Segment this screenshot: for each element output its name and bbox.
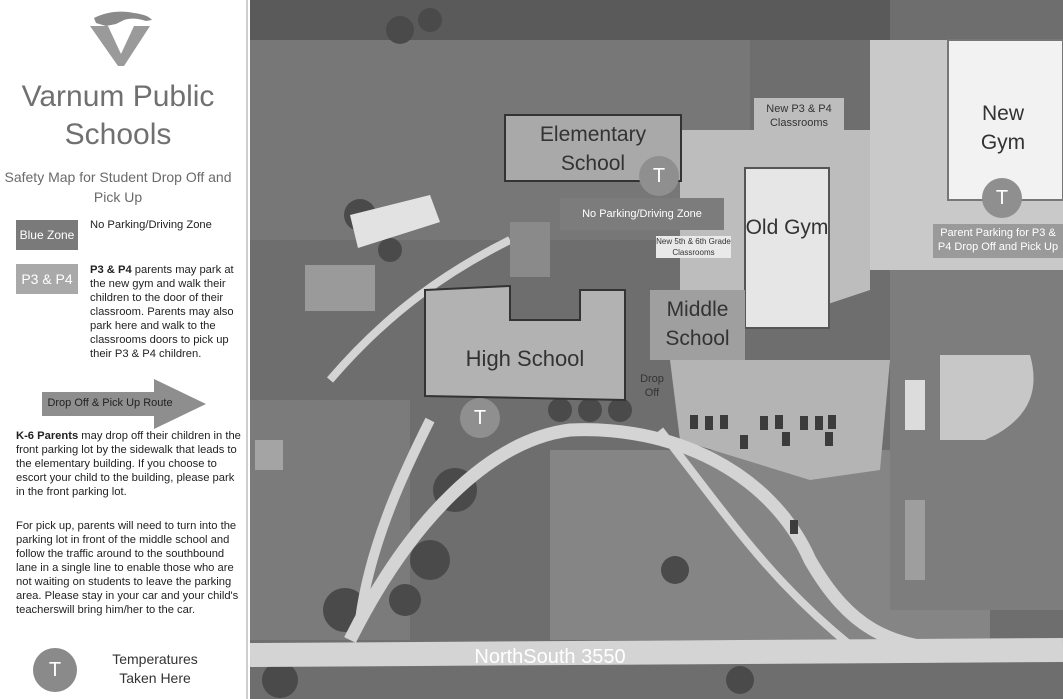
new-gym-label: New Gym xyxy=(980,102,1026,154)
pickup-paragraph: For pick up, parents will need to turn into the parking lot in front of the middle school and follow the traffic around to the southbound lane in a single line to enable those who are not waiting on students to leave the parking area. Please stay in your car and your child's teacherswill bring him/her to the car. xyxy=(16,520,239,616)
k6-parents-paragraph xyxy=(16,429,242,499)
p3p4-description xyxy=(90,263,242,361)
old-gym-label: Old Gym xyxy=(745,216,829,239)
new-p3p4-classrooms-label: New P3 & P4 Classrooms xyxy=(766,103,832,129)
road-label: NorthSouth 3550 xyxy=(474,646,626,668)
blue-zone-description: No Parking/Driving Zone xyxy=(90,219,212,231)
temperature-marker-high-school: T xyxy=(460,398,500,438)
drop-off-label: Drop Off xyxy=(640,373,664,399)
p3p4-description-bold: P3 & P4 xyxy=(90,264,132,276)
high-school-label: High School xyxy=(465,346,585,371)
elementary-school-label: Elementary School xyxy=(539,123,647,175)
temperature-legend-icon: T xyxy=(33,648,77,692)
route-label: Drop Off & Pick Up Route xyxy=(47,397,173,409)
temperature-marker-new-gym: T xyxy=(982,178,1022,218)
map-subtitle: Safety Map for Student Drop Off and Pick Up xyxy=(4,169,232,205)
old-gym-building xyxy=(745,168,829,328)
k6-parents-bold: K-6 Parents xyxy=(16,430,79,442)
k6-parents-text: may drop off their children in the front parking lot by the sidewalk that leads to the elementary building. If you choose to escort your child to the building, please park in the front parking lot. xyxy=(16,430,241,498)
blue-zone-swatch: Blue Zone xyxy=(16,220,78,250)
parent-parking-label: Parent Parking for P3 & P4 Drop Off and Pick Up xyxy=(933,224,1063,258)
temperature-legend-label: Temperatures Taken Here xyxy=(112,651,198,686)
p3p4-swatch: P3 & P4 xyxy=(16,264,78,294)
temperature-marker-elementary: T xyxy=(639,156,679,196)
school-title: Varnum Public Schools xyxy=(21,80,215,151)
legend-panel xyxy=(0,0,248,699)
new-56-classrooms-label: New 5th & 6th Grade Classrooms xyxy=(656,237,731,257)
no-parking-zone-label: No Parking/Driving Zone xyxy=(560,198,724,230)
aerial-map xyxy=(250,0,1063,699)
p3p4-description-text: parents may park at the new gym and walk their children to the door of their classroom. Parents may also park here and walk to the classrooms doors to pick up their P3 & P4 children. xyxy=(90,264,234,360)
middle-school-label: Middle School xyxy=(665,298,730,350)
greyhound-v-logo-icon xyxy=(86,2,156,68)
